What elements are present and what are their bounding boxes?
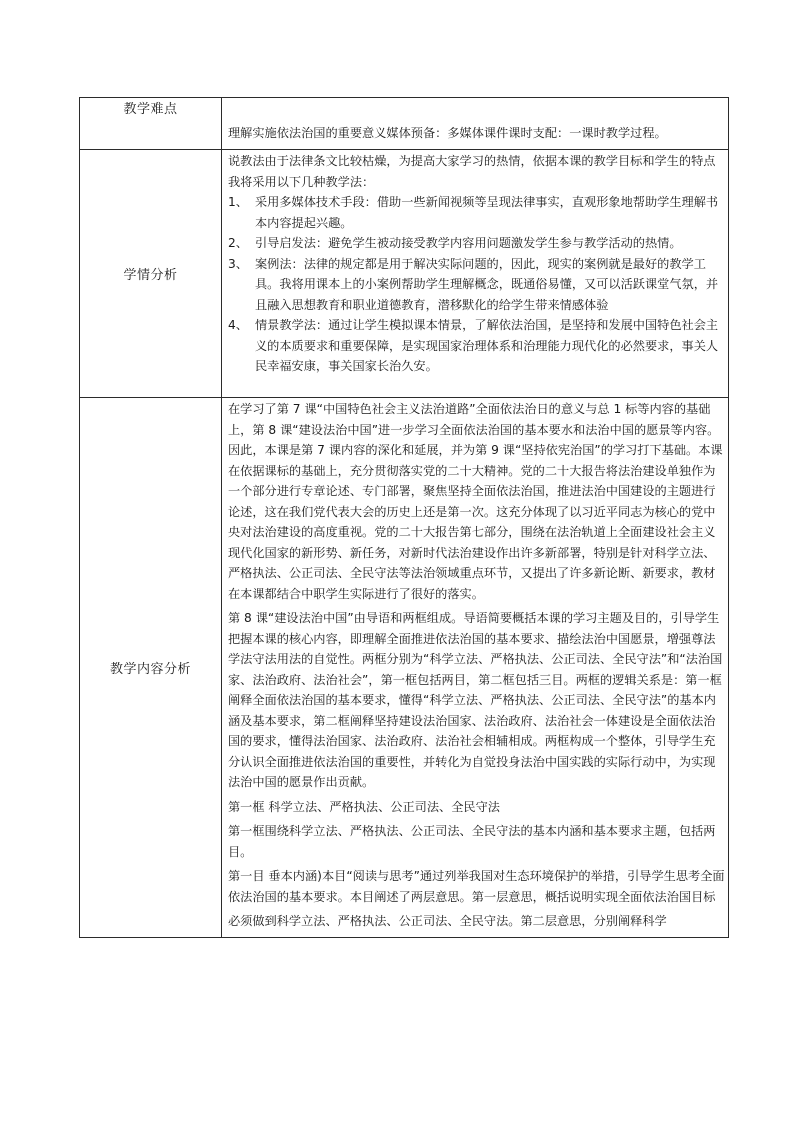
method-item — [228, 192, 725, 233]
analysis-paragraph: 第一目 垂本内涵)本目“阅读与思考”通过列举我国对生态环境保护的举措，引导学生思考全面依法治国的基本要求。本目阐述了两层意思。第一层意思，概括说明实现全面依法治国目标 — [228, 869, 725, 904]
method-item-text: 案例法：法律的规定都是用于解决实际问题的，因此，现实的案例就是最好的教学工具。我将用课本上的小案例帮助学生理解概念，既通俗易懂，又可以活跃课堂气氛，并且融入思想教育和职业道德教育，潜移默化的给学生带来情感体验 — [255, 256, 719, 312]
method-item-text: 情景教学法：通过让学生模拟课本情景，了解依法治国，是坚持和发展中国特色社会主义的本质要求和重要保障，是实现国家治理体系和治理能力现代化的必然要求，事关人民幸福安康，事关国家长治久安。 — [255, 318, 719, 373]
row-label-content-analysis: 教学内容分析 — [80, 398, 222, 938]
method-item — [228, 315, 725, 377]
method-item — [228, 254, 725, 316]
row-student-situation — [80, 150, 729, 398]
row-content-analysis — [80, 398, 729, 938]
method-item-number: 3、 — [228, 256, 248, 271]
row-label-student-situation: 学情分析 — [80, 150, 222, 398]
row-content-teaching-difficulty — [222, 98, 729, 150]
row-content-content-analysis — [222, 398, 729, 938]
teaching-difficulty-text: 理解实施依法治国的重要意义媒体预备：多媒体课件课时支配：一课时教学过程。 — [228, 125, 667, 140]
analysis-paragraph: 在学习了第 7 课“中国特色社会主义法治道路”全面依法治日的意义与总 1 标等内容的基础上，第 8 课“建设法治中国”进一步学习全面依法治国的基本要水和法治中国的愿景等内容。因此，本课是第 7 课内容的深化和延展，并为第 9 课“坚持依宪治国”的学习打下基础。本课在依据课标的基础上，充分贯彻落实党的二十大精神。党的二十大报告将法治建设单独作为一个部分进行专章论述、专门部署，聚焦坚持全面依法治国，推进法治中国建设的主题进行论述，这在我们党代表大会的历史上还是第一次。这充分体现了以习近平同志为核心的党中央对法治建设的高度重视。党的二十大报告第七部分，围绕在法治轨道上全面建设社会主义现代化国家的新形势、新任务，对新时代法治建设作出许多新部署，特别是针对科学立法、严格执法、公正司法、全民守法等法治领域重点环节，又提出了许多新论断、新要求，教材在本课都结合中职学生实际进行了很好的落实。 — [228, 402, 723, 601]
student-situation-intro: 说教法由于法律条文比较枯燥，为提高大家学习的热情，依据本课的教学目标和学生的特点我将采用以下几种教学法： — [228, 154, 716, 189]
method-item — [228, 233, 725, 254]
row-teaching-difficulty — [80, 98, 729, 150]
method-item-text: 引导启发法：避免学生被动接受教学内容用问题激发学生参与教学活动的热情。 — [255, 236, 682, 250]
method-item-number: 4、 — [228, 318, 248, 332]
analysis-paragraph: 第一框 科学立法、严格执法、公正司法、全民守法 — [228, 799, 500, 814]
analysis-paragraph: 第一框围绕科学立法、严格执法、公正司法、全民守法的基本内涵和基本要求主题，包括两目。 — [228, 824, 716, 859]
analysis-paragraph: 第 8 课“建设法治中国”由导语和两框组成。导语简要概括本课的学习主题及目的，引导学生把握本课的核心内容，即理解全面推进依法治国的基本要求、描绘法治中国愿景，增强尊法学法守法用法的自觉性。两框分别为“科学立法、严格执法、公正司法、全民守法”和“法治国家、法治政府、法治社会”，第一框包括两目，第二框包括三目。两框的逻辑关系是：第一框阐释全面依法治国的基本要求，懂得“科学立法、严格执法、公正司法、全民守法”的基本内涵及基本要求，第二框阐释坚持建设法治国家、法治政府、法治社会一体建设是全面依法治国的要求，懂得法治国家、法治政府、法治社会相辅相成。两框构成一个整体，引导学生充分认识全面推进依法治国的重要性，并转化为自觉投身法治中国实践的实际行动中，为实现法治中国的愿景作出贡献。 — [228, 611, 723, 789]
row-content-student-situation — [222, 150, 729, 398]
row-label-teaching-difficulty: 教学难点 — [80, 98, 222, 150]
method-item-number: 1、 — [228, 195, 248, 209]
analysis-paragraph: 必须做到科学立法、严格执法、公正司法、全民守法。第二层意思，分别阐释科学 — [228, 914, 667, 928]
lesson-plan-table — [79, 97, 729, 938]
method-item-number: 2、 — [228, 236, 248, 250]
method-item-text: 采用多媒体技术手段：借助一些新闻视频等呈现法律事实，直观形象地帮助学生理解书本内容提起兴趣。 — [255, 195, 719, 230]
